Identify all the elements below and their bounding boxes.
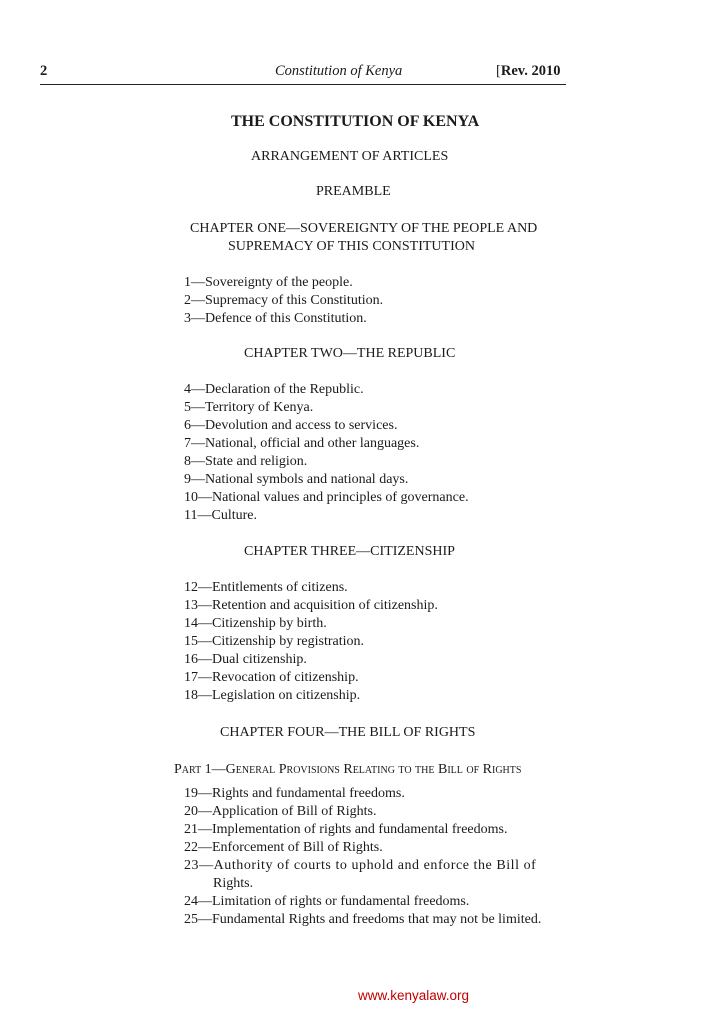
revision-bracket: [ xyxy=(496,63,501,79)
page-number: 2 xyxy=(40,63,48,79)
running-title: Constitution of Kenya xyxy=(275,63,403,79)
article-item: 8—State and religion. xyxy=(184,454,308,469)
preamble-heading: PREAMBLE xyxy=(316,184,391,199)
article-item: 7—National, official and other languages. xyxy=(184,436,420,451)
article-item: 3—Defence of this Constitution. xyxy=(184,311,367,326)
article-item: 11—Culture. xyxy=(184,508,257,523)
footer-url-link[interactable]: www.kenyalaw.org xyxy=(358,988,470,1003)
article-item: 24—Limitation of rights or fundamental freedoms. xyxy=(184,894,470,909)
article-item: 23—Authority of courts to uphold and enforce the Bill of xyxy=(184,858,537,873)
header-rule xyxy=(40,84,566,85)
article-item: 20—Application of Bill of Rights. xyxy=(184,804,377,819)
article-item: 12—Entitlements of citizens. xyxy=(184,580,348,595)
article-item: 13—Retention and acquisition of citizenship. xyxy=(184,598,438,613)
revision-text: Rev. 2010 xyxy=(500,63,561,79)
article-item: 18—Legislation on citizenship. xyxy=(184,688,361,703)
article-item: 16—Dual citizenship. xyxy=(184,652,307,667)
document-subtitle: ARRANGEMENT OF ARTICLES xyxy=(251,149,449,164)
chapter-one-heading-line2: SUPREMACY OF THIS CONSTITUTION xyxy=(228,239,475,254)
article-item: 6—Devolution and access to services. xyxy=(184,418,398,433)
article-item: 17—Revocation of citizenship. xyxy=(184,670,359,685)
article-item-continuation: Rights. xyxy=(213,876,254,891)
article-item: 19—Rights and fundamental freedoms. xyxy=(184,786,405,801)
chapter-one-heading-line1: CHAPTER ONE—SOVEREIGNTY OF THE PEOPLE AND xyxy=(190,221,538,236)
chapter-two-heading: CHAPTER TWO—THE REPUBLIC xyxy=(244,346,456,361)
article-item: 9—National symbols and national days. xyxy=(184,472,409,487)
part-one-heading: Part 1—General Provisions Relating to the Bill of Rights xyxy=(174,762,522,777)
article-item: 22—Enforcement of Bill of Rights. xyxy=(184,840,383,855)
article-item: 14—Citizenship by birth. xyxy=(184,616,327,631)
document-title: THE CONSTITUTION OF KENYA xyxy=(231,113,480,130)
chapter-three-heading: CHAPTER THREE—CITIZENSHIP xyxy=(244,544,455,559)
article-item: 4—Declaration of the Republic. xyxy=(184,382,364,397)
chapter-four-heading: CHAPTER FOUR—THE BILL OF RIGHTS xyxy=(220,725,476,740)
article-item: 1—Sovereignty of the people. xyxy=(184,275,353,290)
article-item: 2—Supremacy of this Constitution. xyxy=(184,293,384,308)
article-item: 21—Implementation of rights and fundamental freedoms. xyxy=(184,822,508,837)
article-item: 10—National values and principles of governance. xyxy=(184,490,469,505)
revision-label xyxy=(496,63,560,80)
article-item: 15—Citizenship by registration. xyxy=(184,634,365,649)
article-item: 25—Fundamental Rights and freedoms that may not be limited. xyxy=(184,912,542,927)
article-item: 5—Territory of Kenya. xyxy=(184,400,314,415)
